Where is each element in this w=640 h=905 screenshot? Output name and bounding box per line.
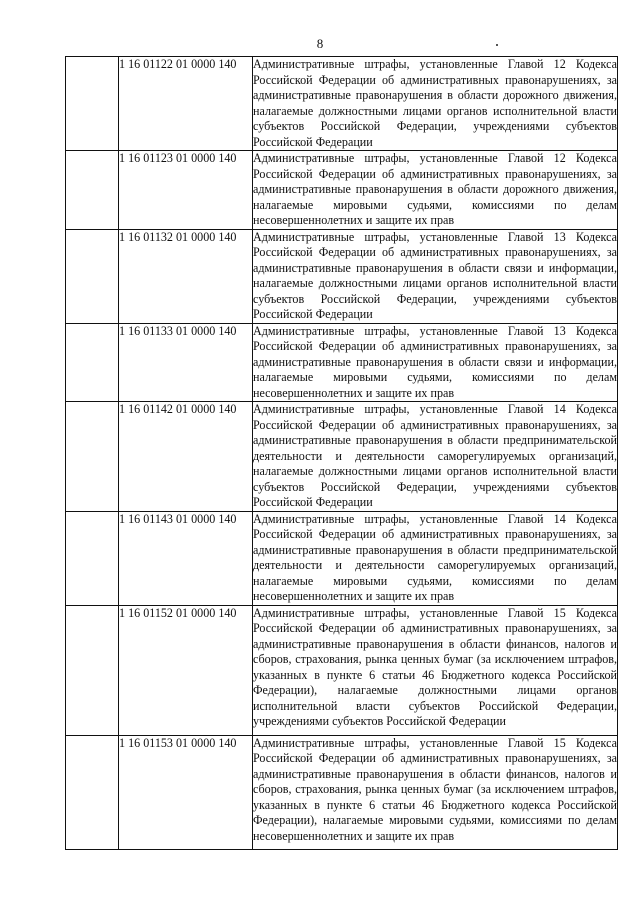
scan-dot-mark	[496, 44, 498, 46]
budget-code-cell: 1 16 01132 01 0000 140	[119, 229, 253, 323]
description-cell: Административные штрафы, установленные Главой 12 Кодекса Российской Федерации об административных правонарушениях, за административные правонарушения в области дорожного движения, налагаемые мировыми судьями, комиссиями по делам несовершеннолетних и защите их прав	[253, 151, 617, 227]
description-cell: Административные штрафы, установленные Главой 13 Кодекса Российской Федерации об административных правонарушениях, за административные правонарушения в области связи и информации, налагаемые мировыми судьями, комиссиями по делам несовершеннолетних и защите их прав	[253, 323, 617, 400]
budget-code-cell: 1 16 01153 01 0000 140	[119, 735, 253, 849]
description-cell: Административные штрафы, установленные Главой 13 Кодекса Российской Федерации об административных правонарушениях, за административные правонарушения в области связи и информации, налагаемые должностными лицами органов исполнительной власти субъектов Российской Федерации, учреждениями субъектов Российской Федерации	[253, 229, 617, 321]
budget-code-cell: 1 16 01142 01 0000 140	[119, 402, 253, 512]
description-cell: Административные штрафы, установленные Главой 12 Кодекса Российской Федерации об административных правонарушениях, за административные правонарушения в области дорожного движения, налагаемые должностными лицами органов исполнительной власти субъектов Российской Федерации, учреждениями субъектов Российской Федерации	[253, 57, 617, 149]
budget-code-cell: 1 16 01122 01 0000 140	[119, 57, 253, 151]
row-index-cell	[66, 735, 119, 849]
budget-code-cell: 1 16 01133 01 0000 140	[119, 323, 253, 402]
table-row	[66, 151, 618, 230]
table-row	[66, 323, 618, 402]
table-row	[66, 735, 618, 849]
budget-codes-table	[65, 56, 618, 850]
budget-code-cell: 1 16 01152 01 0000 140	[119, 605, 253, 735]
table-row	[66, 402, 618, 512]
table-row	[66, 229, 618, 323]
row-index-cell	[66, 402, 119, 512]
row-index-cell	[66, 605, 119, 735]
row-index-cell	[66, 511, 119, 605]
description-cell: Административные штрафы, установленные Главой 14 Кодекса Российской Федерации об административных правонарушениях, за административные правонарушения в области предпринимательской деятельности и деятельности саморегулируемых организаций, налагаемые мировыми судьями, комиссиями по делам несовершеннолетних и защите их прав	[253, 511, 617, 603]
description-cell: Административные штрафы, установленные Главой 15 Кодекса Российской Федерации об административных правонарушениях, за административные правонарушения в области финансов, налогов и сборов, страхования, рынка ценных бумаг (за исключением штрафов, указанных в пункте 6 статьи 46 Бюджетного кодекса Российской Федерации), налагаемые должностными лицами органов исполнительной власти субъектов Российской Федерации, учреждениями субъектов Российской Федерации	[253, 605, 618, 735]
table-row	[66, 57, 618, 151]
page-number: 8	[316, 36, 324, 51]
row-index-cell	[66, 151, 119, 230]
budget-code-cell: 1 16 01143 01 0000 140	[119, 511, 253, 605]
budget-code-cell: 1 16 01123 01 0000 140	[119, 151, 253, 230]
row-index-cell	[66, 323, 119, 402]
row-index-cell	[66, 57, 119, 151]
table-row	[66, 511, 618, 605]
description-cell: Административные штрафы, установленные Главой 15 Кодекса Российской Федерации об административных правонарушениях, за административные правонарушения в области финансов, налогов и сборов, страхования, рынка ценных бумаг (за исключением штрафов, указанных в пункте 6 статьи 46 Бюджетного кодекса Российской Федерации), налагаемые мировыми судьями, комиссиями по делам несовершеннолетних и защите их прав	[253, 735, 618, 849]
description-cell: Административные штрафы, установленные Главой 14 Кодекса Российской Федерации об административных правонарушениях, за административные правонарушения в области предпринимательской деятельности и деятельности саморегулируемых организаций, налагаемые должностными лицами органов исполнительной власти субъектов Российской Федерации, учреждениями субъектов Российской Федерации	[253, 402, 617, 509]
row-index-cell	[66, 229, 119, 323]
table-row	[66, 605, 618, 735]
